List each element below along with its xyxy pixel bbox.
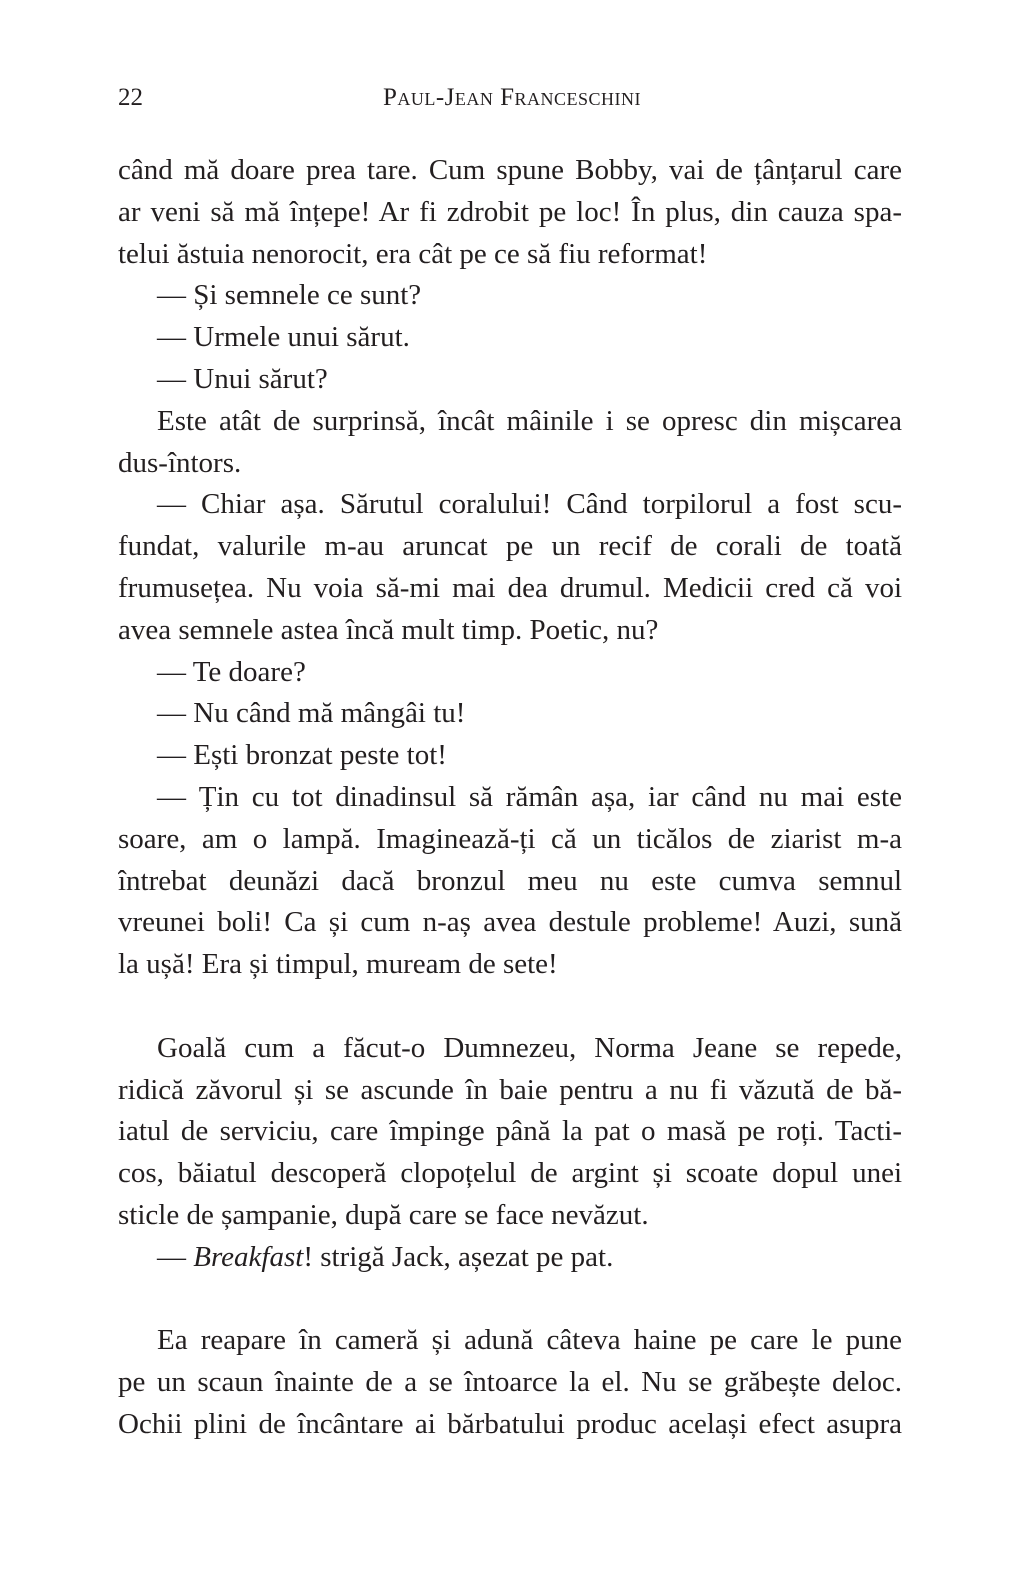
- text-line: Ochii plini de încântare ai bărbatului produc același efect asupra: [118, 1407, 902, 1440]
- text-line: — Ești bronzat peste tot!: [157, 739, 447, 772]
- text-line: frumusețea. Nu voia să-mi mai dea drumul. Medicii cred că voi: [118, 571, 902, 604]
- text-line: — Unui sărut?: [157, 362, 328, 395]
- text-line: Ea reapare în cameră și adună câteva haine pe care le pune: [157, 1324, 902, 1357]
- text-line: — Te doare?: [157, 655, 306, 688]
- text-line: soare, am o lampă. Imaginează-ți că un ticălos de ziarist m-a: [118, 822, 902, 855]
- paragraph-break: [118, 1279, 902, 1321]
- text-line: — Nu când mă mângâi tu!: [157, 697, 466, 730]
- body-text: [118, 150, 902, 1446]
- text-line: — Urmele unui sărut.: [157, 321, 410, 354]
- text-line: cos, băiatul descoperă clopoțelul de argint și scoate dopul unei: [118, 1157, 902, 1190]
- text-line: la ușă! Era și timpul, muream de sete!: [118, 948, 558, 981]
- text-line: Goală cum a făcut-o Dumnezeu, Norma Jeane se repede,: [157, 1031, 902, 1064]
- text-segment: —: [157, 1240, 194, 1273]
- text-line: sticle de șampanie, după care se face nevăzut.: [118, 1198, 649, 1231]
- text-line: avea semnele astea încă mult timp. Poetic, nu?: [118, 613, 659, 646]
- text-line: telui ăstuia nenorocit, era cât pe ce să fiu reformat!: [118, 237, 708, 270]
- text-line: — Și semnele ce sunt?: [157, 279, 422, 312]
- text-line: ar veni să mă înțepe! Ar fi zdrobit pe loc! În plus, din cauza spa-: [118, 195, 902, 228]
- paragraph-break: [118, 986, 902, 1028]
- text-line: vreunei boli! Ca și cum n-aș avea destule probleme! Auzi, sună: [118, 906, 902, 939]
- text-line: — Chiar așa. Sărutul coralului! Când torpilorul a fost scu-: [157, 488, 902, 521]
- text-line: Este atât de surprinsă, încât mâinile i se opresc din mișcarea: [157, 404, 902, 437]
- text-line: fundat, valurile m-au aruncat pe un recif de corali de toată: [118, 530, 902, 563]
- running-head: Paul-Jean Franceschini: [382, 84, 642, 111]
- italic-word: Breakfast: [193, 1240, 304, 1273]
- text-line: [118, 1237, 902, 1279]
- text-line: iatul de serviciu, care împinge până la pat o masă pe roți. Tacti-: [118, 1115, 902, 1148]
- page-number: 22: [118, 84, 143, 111]
- text-line: întrebat deunăzi dacă bronzul meu nu este cumva semnul: [118, 864, 902, 897]
- text-line: — Țin cu tot dinadinsul să rămân așa, iar când nu mai este: [157, 780, 902, 813]
- text-line: dus-întors.: [118, 446, 242, 479]
- text-line: când mă doare prea tare. Cum spune Bobby, vai de țânțarul care: [118, 154, 902, 186]
- text-segment: ! strigă Jack, așezat pe pat.: [303, 1240, 614, 1273]
- text-line: ridică zăvorul și se ascunde în baie pentru a nu fi văzută de bă-: [118, 1073, 902, 1106]
- text-line: pe un scaun înainte de a se întoarce la el. Nu se grăbește deloc.: [118, 1366, 902, 1399]
